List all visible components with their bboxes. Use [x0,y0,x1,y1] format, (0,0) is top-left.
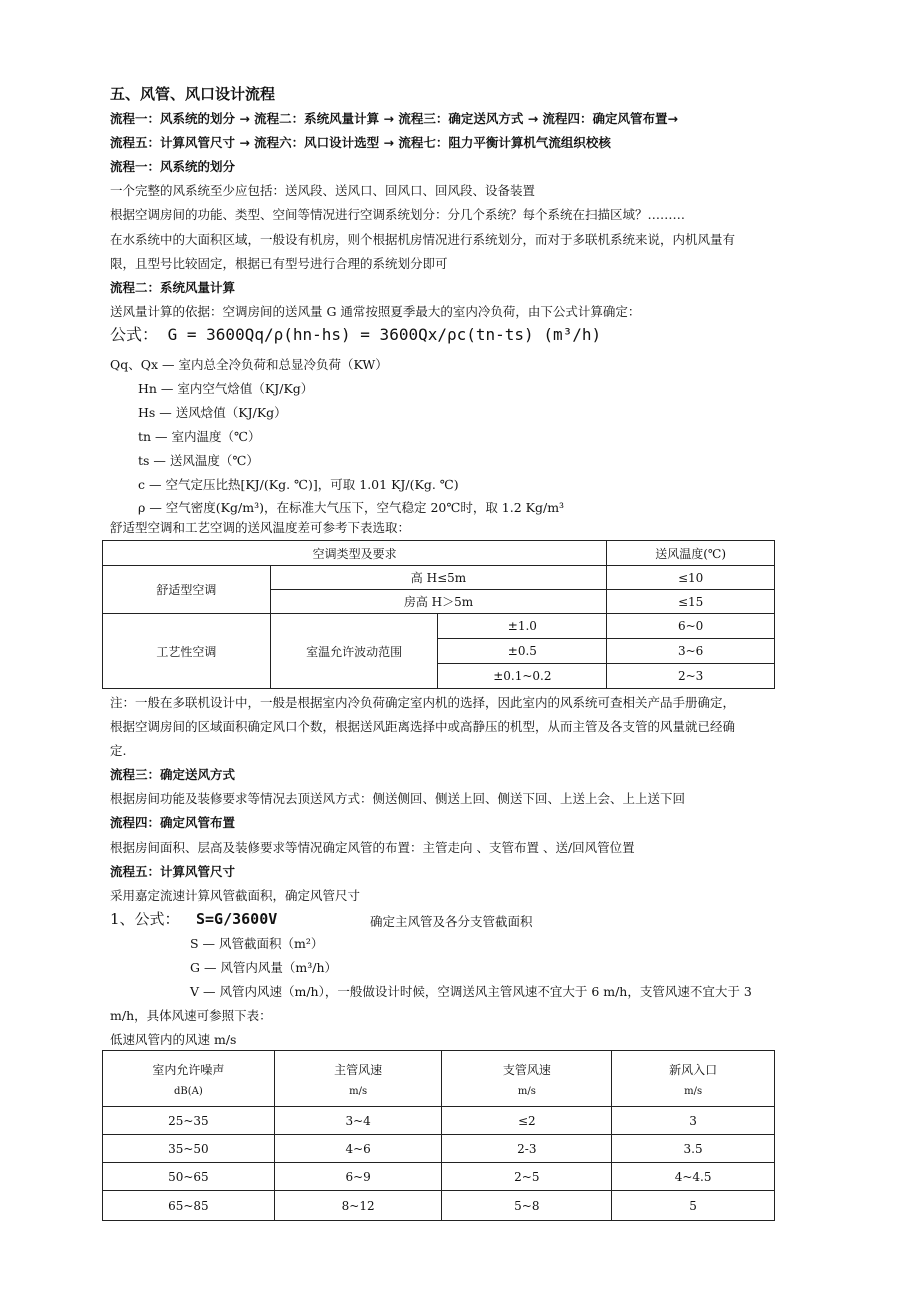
table1-cell: ≤10 [607,566,775,590]
duct-formula-note: 确定主风管及各分支管截面积 [370,914,533,929]
table1-cell: 6~0 [607,614,775,639]
table1-header-type: 空调类型及要求 [103,541,607,566]
table1-cell: ≤15 [607,590,775,614]
header-unit: m/s [684,1085,703,1097]
step4-heading: 流程四：确定风管布置 [110,815,236,830]
table-cell: ≤2 [442,1107,612,1135]
table-cell: 3 [612,1107,775,1135]
note-line-2: 根据空调房间的区域面积确定风口个数，根据送风距离选择中或高静压的机型，从而主管及各支管的风量就已经确 [110,719,736,734]
duct-formula-prefix: 1、公式： [110,910,180,928]
step2-heading: 流程二：系统风量计算 [110,280,236,295]
step1-heading: 流程一：风系统的划分 [110,159,236,174]
header-label: 支管风速 [502,1062,551,1077]
table-cell: 3.5 [612,1135,775,1163]
variable-v-cont: m/h，具体风速可参照下表： [110,1008,272,1023]
flow-summary-line-1: 流程一：风系统的划分 → 流程二：系统风量计算 → 流程三：确定送风方式 → 流程四：确定风管布置→ [110,111,679,126]
step3-paragraph: 根据房间功能及装修要求等情况去顶送风方式：侧送侧回、侧送上回、侧送下回、上送上会、上上送下回 [110,791,686,806]
table-cell: 25~35 [103,1107,275,1135]
step5-heading: 流程五：计算风管尺寸 [110,864,236,879]
note-line-1: 注：一般在多联机设计中，一般是根据室内冷负荷确定室内机的选择，因此室内的风系统可查相关产品手册确定， [110,695,736,710]
step1-paragraph-1: 一个完整的风系统至少应包括：送风段、送风口、回风口、回风段、设备装置 [110,183,536,198]
table-cell: 5 [612,1191,775,1221]
table-cell: 8~12 [274,1191,442,1221]
step4-paragraph: 根据房间面积、层高及装修要求等情况确定风管的布置：主管走向 、支管布置 、送/回风管位置 [110,840,635,855]
table2-title: 低速风管内的风速 m/s [110,1032,237,1047]
table-row [103,1163,775,1191]
table-cell: 4~6 [274,1135,442,1163]
variable-rho: ρ — 空气密度(Kg/m³)，在标准大气压下，空气稳定 20℃时，取 1.2 Kg/m³ [138,500,565,515]
table-cell: 2-3 [442,1135,612,1163]
table2-header-noise [103,1051,275,1107]
table1-cell: ±1.0 [438,614,607,639]
table-cell: 4~4.5 [612,1163,775,1191]
flow-summary-line-2: 流程五：计算风管尺寸 → 流程六：风口设计选型 → 流程七：阻力平衡计算机气流组织校核 [110,135,611,150]
header-label: 新风入口 [669,1062,718,1077]
table1-cell: 高 H≤5m [270,566,607,590]
table-row [103,1191,775,1221]
table1-fluctuation-range: 室温允许波动范围 [270,614,438,689]
duct-area-formula: S=G/3600V [196,910,278,928]
table1-process-ac: 工艺性空调 [103,614,271,689]
airflow-formula: 公式： G = 3600Qq/ρ(hn-hs) = 3600Qx/ρc(tn-ts) (m³/h) [110,325,602,344]
variable-hn: Hn — 室内空气焓值（KJ/Kg） [138,381,314,396]
header-label: 主管风速 [334,1062,383,1077]
table1-cell: 3~6 [607,639,775,664]
header-unit: m/s [517,1085,536,1097]
table1-cell: 2~3 [607,664,775,689]
table1-header-temp: 送风温度(℃) [607,541,775,566]
table-cell: 5~8 [442,1191,612,1221]
table-cell: 35~50 [103,1135,275,1163]
step1-paragraph-3a: 在水系统中的大面积区域，一般设有机房，则个根据机房情况进行系统划分，而对于多联机系统来说，内机风量有 [110,232,736,247]
variable-q: Qq、Qx — 室内总全冷负荷和总显冷负荷（KW） [110,357,388,372]
step5-paragraph: 采用嘉定流速计算风管截面积，确定风管尺寸 [110,888,361,903]
table-cell: 2~5 [442,1163,612,1191]
table1-cell: ±0.1~0.2 [438,664,607,689]
table-row [103,1107,775,1135]
table2-header-fresh-air [612,1051,775,1107]
step1-paragraph-3b: 限，且型号比较固定，根据已有型号进行合理的系统划分即可 [110,256,448,271]
note-line-3: 定. [110,743,127,758]
table-cell: 50~65 [103,1163,275,1191]
step3-heading: 流程三：确定送风方式 [110,767,236,782]
header-unit: m/s [349,1085,368,1097]
variable-hs: Hs — 送风焓值（KJ/Kg） [138,405,287,420]
variable-g: G — 风管内风量（m³/h） [190,960,338,975]
step2-intro: 送风量计算的依据：空调房间的送风量 G 通常按照夏季最大的室内冷负荷，由下公式计算确定： [110,304,641,319]
variable-s: S — 风管截面积（m²） [190,936,324,951]
table-cell: 3~4 [274,1107,442,1135]
table1-cell: 房高 H＞5m [270,590,607,614]
table1-cell: ±0.5 [438,639,607,664]
table2-header-main-duct [274,1051,442,1107]
table-cell: 65~85 [103,1191,275,1221]
duct-velocity-table [102,1050,775,1221]
supply-temperature-table [102,540,775,689]
table1-comfort-ac: 舒适型空调 [103,566,271,614]
step1-paragraph-2: 根据空调房间的功能、类型、空间等情况进行空调系统划分：分几个系统？每个系统在扫描区域？……… [110,207,686,222]
variable-c: c — 空气定压比热[KJ/(Kg. ℃)]，可取 1.01 KJ/(Kg. ℃) [138,477,459,492]
variable-v: V — 风管内风速（m/h），一般做设计时候，空调送风主管风速不宜大于 6 m/h，支管风速不宜大于 3 [190,984,752,999]
header-label: 室内允许噪声 [152,1062,225,1077]
section-title: 五、风管、风口设计流程 [110,85,276,103]
table1-intro: 舒适型空调和工艺空调的送风温度差可参考下表选取： [110,520,411,535]
variable-ts: ts — 送风温度（℃） [138,453,259,468]
table-cell: 6~9 [274,1163,442,1191]
variable-tn: tn — 室内温度（℃） [138,429,261,444]
table-row [103,1135,775,1163]
table2-header-branch-duct [442,1051,612,1107]
header-unit: dB(A) [173,1085,203,1097]
